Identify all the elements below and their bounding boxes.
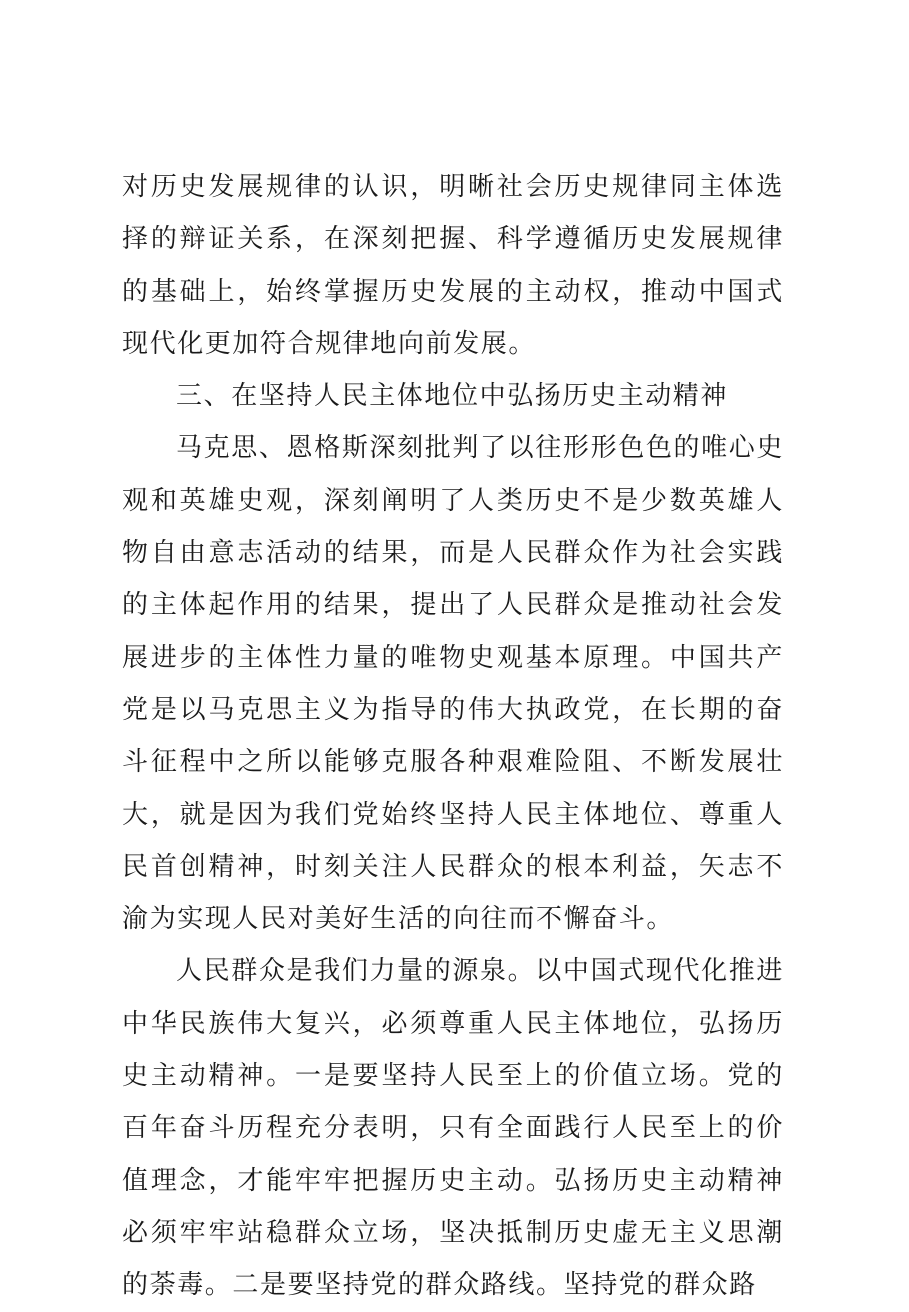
paragraph-people-strength: 人民群众是我们力量的源泉。以中国式现代化推进中华民族伟大复兴，必须尊重人民主体地位，弘扬历史主动精神。一是要坚持人民至上的价值立场。党的百年奋斗历程充分表明，只有全面践行人民至上的价值理念，才能牢牢把握历史主动。弘扬历史主动精神必须牢牢站稳群众立场，坚决抵制历史虚无主义思潮的荼毒。二是要坚持党的群众路线。坚持党的群众路	[122, 956, 784, 1301]
paragraph-people-history: 马克思、恩格斯深刻批判了以往形形色色的唯心史观和英雄史观，深刻阐明了人类历史不是少数英雄人物自由意志活动的结果，而是人民群众作为社会实践的主体起作用的结果，提出了人民群众是推动社会发展进步的主体性力量的唯物史观基本原理。中国共产党是以马克思主义为指导的伟大执政党，在长期的奋斗征程中之所以能够克服各种艰难险阻、不断发展壮大，就是因为我们党始终坚持人民主体地位、尊重人民首创精神，时刻关注人民群众的根本利益，矢志不渝为实现人民对美好生活的向往而不懈奋斗。	[122, 433, 784, 935]
document-body	[122, 161, 784, 1312]
paragraph-continued: 对历史发展规律的认识，明晰社会历史规律同主体选择的辩证关系，在深刻把握、科学遵循历史发展规律的基础上，始终掌握历史发展的主动权，推动中国式现代化更加符合规律地向前发展。	[122, 172, 784, 359]
section-heading: 三、在坚持人民主体地位中弘扬历史主动精神	[176, 381, 729, 412]
